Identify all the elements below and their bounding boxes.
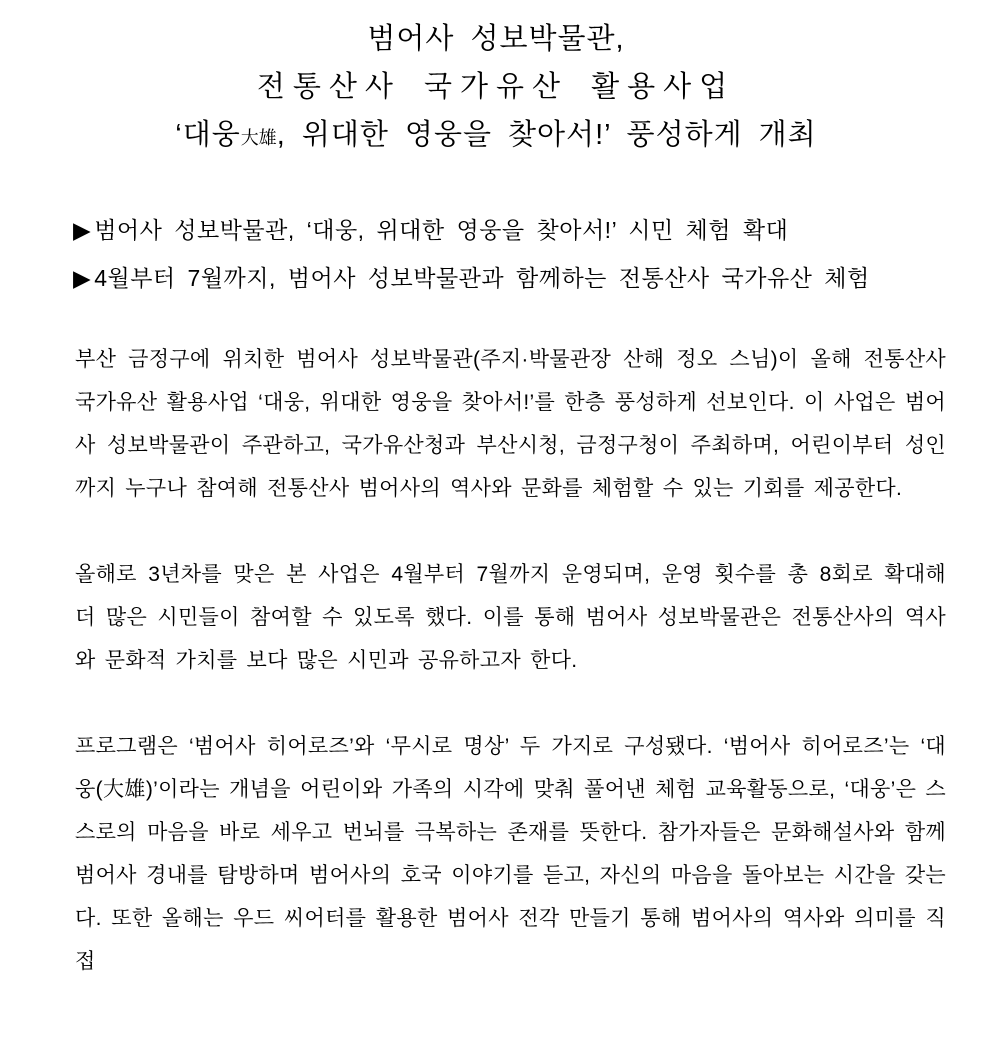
triangle-bullet-icon: ▶ (73, 217, 92, 243)
title-line-1: 범어사 성보박물관, (367, 23, 625, 55)
paragraph-2: 올해로 3년차를 맞은 본 사업은 4월부터 7월까지 운영되며, 운영 횟수를 총 8회로 확대해 더 많은 시민들이 참여할 수 있도록 했다. 이를 통해 범어사 성보박물관은 전통산사의 역사와 문화적 가치를 보다 많은 시민과 공유하고자 한다. (75, 563, 946, 672)
subhead-list (73, 206, 952, 302)
document-title (0, 0, 992, 162)
title-line-3-prefix: ‘대웅 (175, 119, 241, 151)
paragraph-1: 부산 금정구에 위치한 범어사 성보박물관(주지·박물관장 산해 정오 스님)이 올해 전통산사 국가유산 활용사업 ‘대웅, 위대한 영웅을 찾아서!’를 한층 풍성하게 선보인다. 이 사업은 범어사 성보박물관이 주관하고, 국가유산청과 부산시청, 금정구청이 주최하며, 어린이부터 성인까지 누구나 참여해 전통산사 범어사의 역사와 문화를 체험할 수 있는 기회를 제공한다. (75, 348, 946, 500)
triangle-bullet-icon: ▶ (73, 265, 92, 291)
title-line-3 (0, 111, 992, 162)
subhead-text-2: 4월부터 7월까지, 범어사 성보박물관과 함께하는 전통산사 국가유산 체험 (94, 265, 870, 291)
subhead-text-1: 범어사 성보박물관, ‘대웅, 위대한 영웅을 찾아서!’ 시민 체험 확대 (94, 217, 789, 243)
title-line-2: 전통산사 국가유산 활용사업 (256, 71, 736, 103)
paragraph-3: 프로그램은 ‘범어사 히어로즈’와 ‘무시로 명상’ 두 가지로 구성됐다. ‘범어사 히어로즈’는 ‘대웅(大雄)’이라는 개념을 어린이와 가족의 시각에 맞춰 풀어낸 체험 교육활동으로, ‘대웅’은 스스로의 마음을 바로 세우고 번뇌를 극복하는 존재를 뜻한다. 참가자들은 문화해설사와 함께 범어사 경내를 탐방하며 범어사의 호국 이야기를 듣고, 자신의 마음을 돌아보는 시간을 갖는다. 또한 올해는 우드 씨어터를 활용한 범어사 전각 만들기 통해 범어사의 역사와 의미를 직접 (75, 735, 946, 973)
article-body (75, 338, 946, 983)
title-line-3-suffix: , 위대한 영웅을 찾아서!’ 풍성하게 개최 (276, 119, 817, 151)
subhead-item-2 (73, 254, 952, 302)
subhead-item-1 (73, 206, 952, 254)
title-hanja: 大雄 (240, 128, 277, 148)
